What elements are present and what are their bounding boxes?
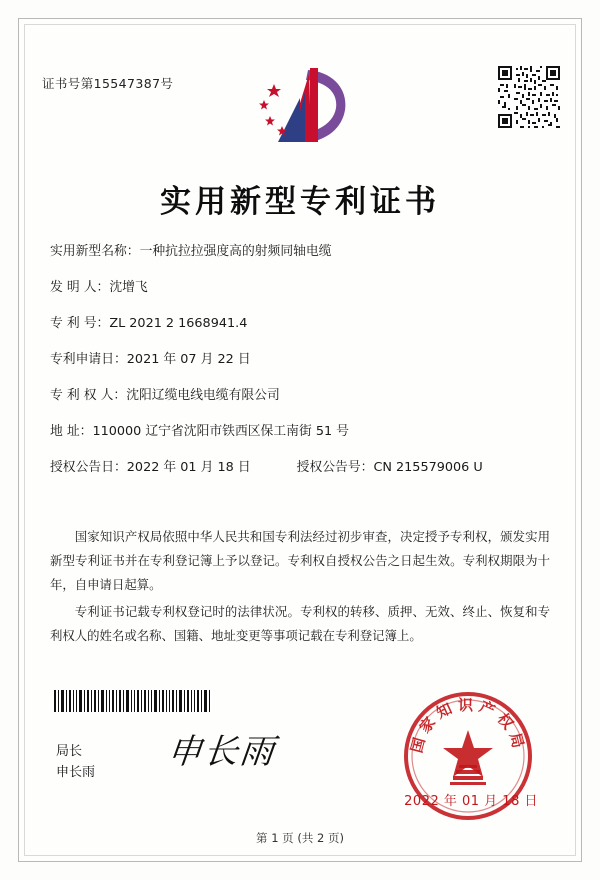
handwritten-signature: 申长雨 <box>165 732 278 772</box>
legal-paragraph-2: 专利证书记载专利权登记时的法律状况。专利权的转移、质押、无效、终止、恢复和专利权人的姓名或名称、国籍、地址变更等事项记载在专利登记簿上。 <box>50 603 550 643</box>
director-title-label: 局长 <box>56 744 83 759</box>
field-row-patentee <box>50 384 560 403</box>
field-row-address <box>50 420 560 439</box>
field-value: 一种抗拉拉强度高的射频同轴电缆 <box>139 244 332 259</box>
director-name-label: 申长雨 <box>56 764 96 780</box>
field-list <box>50 240 560 492</box>
grant-date-value: 2022 年 01 月 18 日 <box>126 460 251 475</box>
field-label: 专 利 号： <box>50 316 110 331</box>
field-row-utility-model-name <box>50 240 560 259</box>
grant-number-value: CN 215579006 U <box>373 460 483 475</box>
field-row-patent-number <box>50 312 560 331</box>
legal-text <box>50 525 550 650</box>
field-row-grant <box>50 456 560 475</box>
field-value: 110000 辽宁省沈阳市铁西区保工南街 51 号 <box>92 424 349 439</box>
field-value: 沈增飞 <box>109 280 148 295</box>
signature-labels <box>56 742 95 784</box>
page-title: 实用新型专利证书 <box>160 184 440 220</box>
patent-office-logo-icon <box>248 62 352 148</box>
field-label: 专利申请日： <box>50 352 127 367</box>
barcode <box>52 690 212 712</box>
qr-code-icon <box>498 66 560 128</box>
field-label: 地 址： <box>50 424 93 439</box>
field-value: ZL 2021 2 1668941.4 <box>109 316 248 331</box>
field-row-inventor <box>50 276 560 295</box>
field-value: 沈阳辽缆电线电缆有限公司 <box>126 388 280 403</box>
legal-paragraph-1: 国家知识产权局依照中华人民共和国专利法经过初步审查，决定授予专利权，颁发实用新型专利证书并在专利登记簿上予以登记。专利权自授权公告之日起生效。专利权期限为十年，自申请日起算。 <box>50 529 550 593</box>
field-label: 专 利 权 人： <box>50 388 127 403</box>
certificate-number: 证书号第15547387号 <box>42 76 174 91</box>
grant-date-label: 授权公告日： <box>50 460 127 475</box>
field-label: 发 明 人： <box>50 280 110 295</box>
seal-date: 2022 年 01 月 18 日 <box>404 794 538 809</box>
svg-text:国家知识产权局: 国家知识产权局 <box>407 696 529 755</box>
field-label: 实用新型名称： <box>50 244 140 259</box>
page-footer: 第 1 页 (共 2 页) <box>256 831 344 845</box>
field-row-application-date <box>50 348 560 367</box>
field-value: 2021 年 07 月 22 日 <box>126 352 251 367</box>
grant-number-label: 授权公告号： <box>296 460 374 475</box>
